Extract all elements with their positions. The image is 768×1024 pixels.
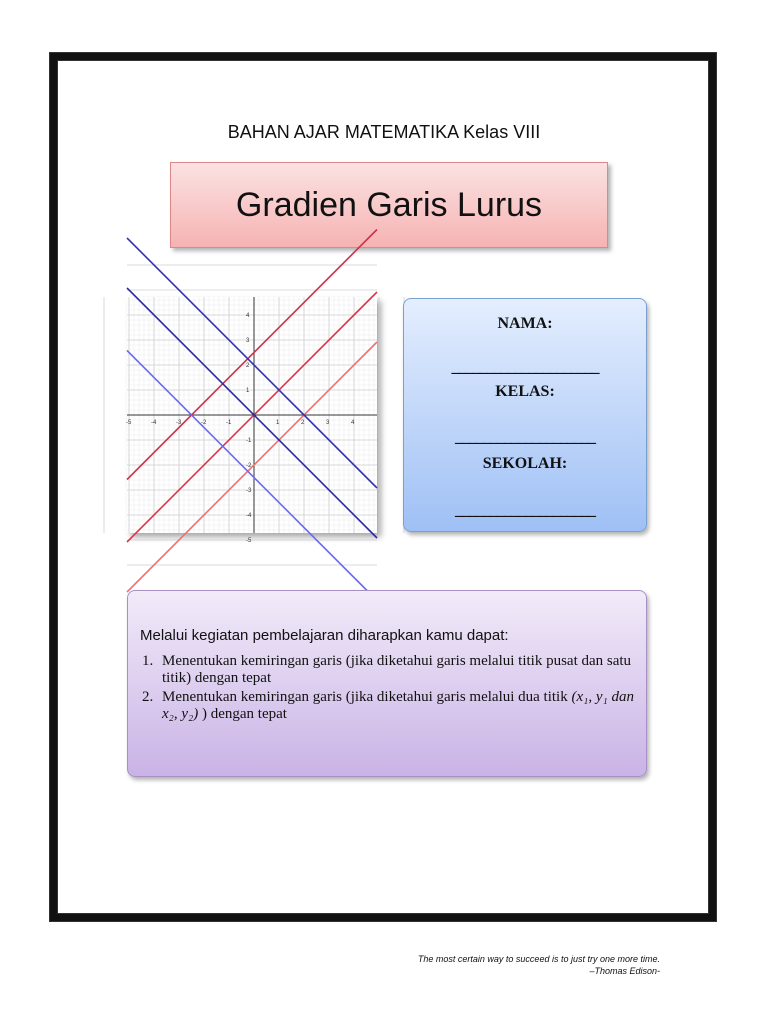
graph-line [127, 292, 377, 542]
x-tick-label: 4 [351, 420, 355, 426]
footer-quote [418, 953, 660, 977]
objective-text: Menentukan kemiringan garis (jika diketahui garis melalui dua titik [162, 689, 568, 705]
y-tick-label: -2 [246, 463, 252, 469]
quote-text: The most certain way to succeed is to just try one more time. [417, 954, 660, 964]
y-tick-label: 1 [246, 388, 250, 394]
x-tick-label: -5 [126, 420, 132, 426]
objective-number: 1. [142, 653, 154, 669]
coordinate-graph [126, 297, 377, 544]
objective-math: (x₁, y₁ dan x₂, y₂) [162, 689, 634, 722]
objective-suffix: ) dengan tepat [198, 706, 287, 722]
objective-number: 2. [142, 689, 154, 705]
graph-svg [126, 297, 377, 544]
nama-label: NAMA: [497, 315, 553, 332]
x-tick-label: -1 [226, 420, 232, 426]
student-info-box [403, 298, 647, 532]
y-tick-label: -4 [246, 513, 252, 519]
y-tick-label: -3 [246, 488, 252, 494]
objective-item [142, 653, 638, 687]
y-tick-label: 4 [246, 313, 250, 319]
x-tick-label: -2 [201, 420, 207, 426]
objectives-intro: Melalui kegiatan pembelajaran diharapkan kamu dapat: [140, 627, 509, 644]
document-subtitle: BAHAN AJAR MATEMATIKA Kelas VIII [227, 122, 541, 142]
sekolah-blank: ____________________ [455, 502, 595, 519]
y-tick-label: 3 [246, 338, 250, 344]
nama-blank: _____________________ [451, 359, 599, 376]
x-tick-label: -3 [176, 420, 182, 426]
x-tick-label: 2 [301, 420, 305, 426]
objective-text: Menentukan kemiringan garis (jika diketahui garis melalui titik pusat dan satu titik) dengan tepat [162, 653, 632, 686]
kelas-label: KELAS: [495, 383, 555, 400]
y-tick-label: -5 [246, 538, 252, 544]
y-tick-label: -1 [246, 438, 252, 444]
objective-item [142, 689, 638, 723]
page-title: Gradien Garis Lurus [235, 185, 543, 224]
x-tick-label: 1 [276, 420, 280, 426]
kelas-blank: ____________________ [455, 429, 595, 446]
x-tick-label: -4 [151, 420, 157, 426]
graph-line [127, 288, 377, 538]
y-tick-label: 2 [246, 363, 250, 369]
learning-objectives-box [127, 590, 647, 777]
title-box [170, 162, 608, 248]
x-tick-label: 3 [326, 420, 330, 426]
sekolah-label: SEKOLAH: [482, 455, 568, 472]
objectives-list [142, 653, 638, 725]
quote-author: –Thomas Edison- [589, 966, 660, 976]
